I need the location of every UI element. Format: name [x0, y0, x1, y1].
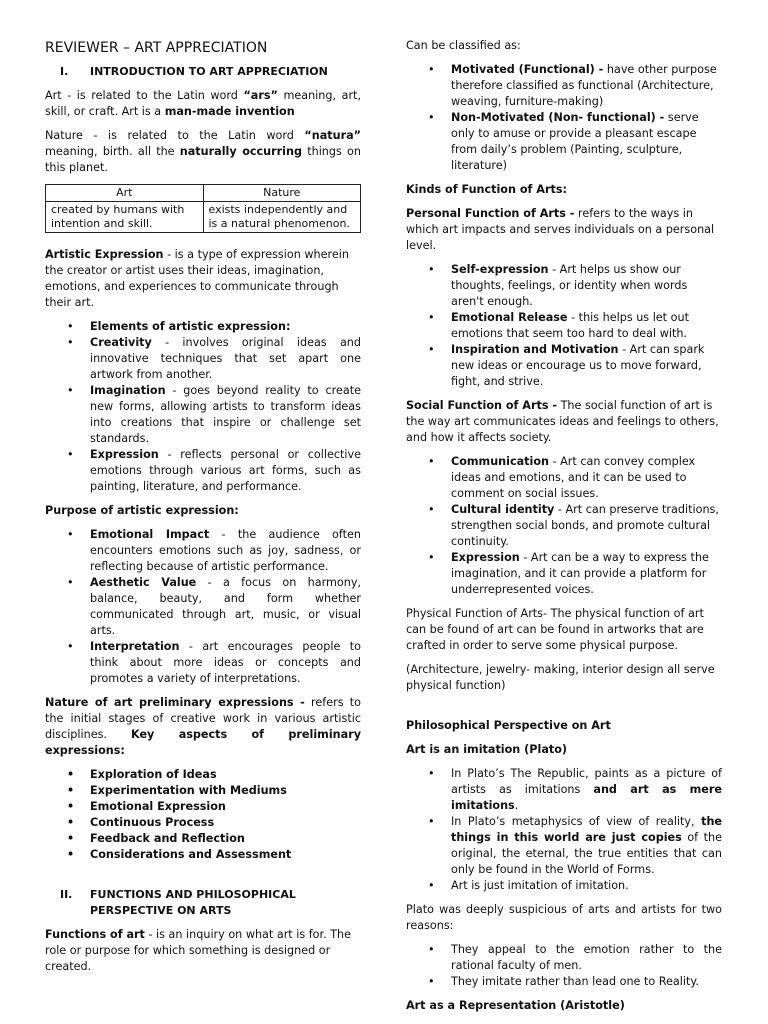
representation-heading: Art as a Representation (Aristotle)	[406, 999, 625, 1012]
section-heading-2	[45, 887, 361, 919]
art-nature-table	[45, 184, 361, 233]
right-column	[406, 38, 722, 1022]
nature-definition: Nature - is related to the Latin word “natura” meaning, birth. all the naturally occurring things on this planet.	[45, 129, 361, 174]
imitation-heading: Art is an imitation (Plato)	[406, 743, 568, 756]
bullet-icon: •	[428, 503, 435, 516]
section-heading-1	[45, 64, 361, 80]
list-item: • Exploration of Ideas	[67, 768, 217, 781]
kinds-heading: Kinds of Function of Arts:	[406, 183, 567, 196]
plato-suspicious-paragraph: Plato was deeply suspicious of arts and artists for two reasons:	[406, 903, 722, 932]
list-item: • Cultural identity - Art can preserve traditions, strengthen social bonds, and promote cultural continuity.	[428, 503, 719, 548]
bullet-icon: •	[428, 551, 435, 564]
list-item: • Self-expression - Art helps us show our thoughts, feelings, or identity when words aren't enough.	[428, 263, 688, 308]
bullet-icon: •	[428, 455, 435, 468]
social-function-list	[406, 454, 722, 598]
list-item: • Emotional Release - this helps us let out emotions that seem too hard to deal with.	[428, 311, 689, 340]
bullet-icon: •	[428, 63, 435, 76]
list-item: • Feedback and Reflection	[67, 832, 245, 845]
list-item: • Inspiration and Motivation - Art can spark new ideas or encourage us to move forward, fight, and strive.	[428, 343, 705, 388]
list-item: • They appeal to the emotion rather to the rational faculty of men.	[428, 943, 722, 972]
artistic-expression-paragraph: Artistic Expression - is a type of expression wherein the creator or artist uses their ideas, imagination, emotions, and experiences to communicate through their art.	[45, 248, 349, 309]
bullet-icon: •	[67, 784, 75, 797]
table-header-row	[46, 185, 361, 202]
reasons-list	[406, 942, 722, 990]
bullet-icon: •	[428, 975, 435, 988]
table-header-cell: Nature	[203, 185, 361, 202]
bullet-icon: •	[67, 336, 74, 349]
bullet-icon: •	[67, 576, 74, 589]
classified-as-text: Can be classified as:	[406, 39, 521, 52]
table-row	[46, 202, 361, 233]
list-item: • Communication - Art can convey complex ideas and emotions, and it can be used to comment on social issues.	[428, 455, 696, 500]
personal-function-paragraph: Personal Function of Arts - refers to the ways in which art impacts and serves individuals on a personal level.	[406, 207, 715, 252]
bullet-icon: •	[428, 263, 435, 276]
functions-of-art-paragraph: Functions of art - is an inquiry on what art is for. The role or purpose for which something is designed or created.	[45, 928, 352, 973]
section-title: INTRODUCTION TO ART APPRECIATION	[90, 65, 328, 78]
list-item: • Experimentation with Mediums	[67, 784, 287, 797]
list-item: • Emotional Expression	[67, 800, 226, 813]
purpose-list	[45, 527, 361, 687]
bullet-icon: •	[67, 448, 74, 461]
bullet-icon: •	[67, 768, 75, 781]
personal-function-list	[406, 262, 722, 390]
bullet-icon: •	[428, 815, 435, 828]
section-number: II.	[60, 888, 73, 901]
list-item: • Art is just imitation of imitation.	[428, 879, 629, 892]
bullet-icon: •	[428, 879, 435, 892]
purpose-heading: Purpose of artistic expression:	[45, 504, 239, 517]
bullet-icon: •	[67, 384, 74, 397]
table-cell: created by humans with intention and skill.	[46, 202, 204, 233]
bullet-icon: •	[67, 848, 75, 861]
left-column	[45, 38, 361, 983]
list-item: • They imitate rather than lead one to Reality.	[428, 975, 699, 988]
elements-list	[45, 319, 361, 495]
bullet-icon: •	[67, 832, 75, 845]
list-item: • Non-Motivated (Non- functional) - serve only to amuse or provide a pleasant escape from daily’s problem (Painting, sculpture, literature)	[428, 111, 699, 172]
bullet-icon: •	[428, 311, 435, 324]
philosophical-heading: Philosophical Perspective on Art	[406, 719, 611, 732]
section-number: I.	[60, 65, 69, 78]
list-item: • Expression - reflects personal or collective emotions through various art forms, such as painting, literature, and performance.	[67, 448, 361, 493]
list-item: • Interpretation - art encourages people to think about more ideas or concepts and promotes a variety of interpretations.	[67, 640, 361, 685]
bullet-icon: •	[428, 943, 435, 956]
bullet-icon: •	[428, 343, 435, 356]
list-item: • Motivated (Functional) - have other purpose therefore classified as functional (Architecture, weaving, furniture-making)	[428, 63, 717, 108]
social-function-paragraph: Social Function of Arts - The social function of art is the way art communicates ideas and feelings to others, and how it affects society.	[406, 399, 719, 444]
list-item: • Elements of artistic expression:	[67, 320, 291, 333]
list-item: • Considerations and Assessment	[67, 848, 292, 861]
section-title: FUNCTIONS AND PHILOSOPHICAL PERSPECTIVE ON ARTS	[90, 888, 296, 917]
bullet-icon: •	[428, 111, 435, 124]
key-aspects-list	[45, 767, 361, 863]
bullet-icon: •	[67, 320, 74, 333]
list-item: • Expression - Art can be a way to express the imagination, and it can provide a platform for underrepresented voices.	[428, 551, 709, 596]
list-item: • Aesthetic Value - a focus on harmony, balance, beauty, and form whether communicated through art, music, or visual arts.	[67, 576, 361, 637]
list-item: • In Plato’s The Republic, paints as a picture of artists as imitations and art as mere imitations.	[428, 767, 722, 812]
list-item: • In Plato’s metaphysics of view of reality, the things in this world are just copies of the original, the eternal, the true entities that can only be found in the World of Forms.	[428, 815, 722, 876]
nature-prelim-paragraph: Nature of art preliminary expressions - refers to the initial stages of creative work in various artistic disciplines. Key aspects of preliminary expressions:	[45, 696, 362, 757]
list-item: • Continuous Process	[67, 816, 215, 829]
bullet-icon: •	[428, 767, 435, 780]
art-definition: Art - is related to the Latin word “ars” meaning, art, skill, or craft. Art is a man-made invention	[45, 89, 361, 118]
physical-examples-paragraph: (Architecture, jewelry- making, interior design all serve physical function)	[406, 663, 715, 692]
list-item: • Creativity - involves original ideas and innovative techniques that set apart one artwork from another.	[67, 336, 361, 381]
physical-function-paragraph: Physical Function of Arts- The physical function of art can be found of art can be found in artworks that are crafted in order to serve some physical purpose.	[406, 607, 704, 652]
table-cell: exists independently and is a natural phenomenon.	[203, 202, 361, 233]
list-item: • Imagination - goes beyond reality to create new forms, allowing artists to transform ideas into creations that inspire or challenge set standards.	[67, 384, 361, 445]
classification-list	[406, 62, 722, 174]
list-item: • Emotional Impact - the audience often encounters emotions such as joy, sadness, or reflecting because of artistic performance.	[67, 528, 361, 573]
bullet-icon: •	[67, 528, 74, 541]
document-title: REVIEWER – ART APPRECIATION	[45, 40, 268, 56]
bullet-icon: •	[67, 816, 75, 829]
plato-list	[406, 766, 722, 894]
bullet-icon: •	[67, 640, 74, 653]
table-header-cell: Art	[46, 185, 204, 202]
bullet-icon: •	[67, 800, 75, 813]
